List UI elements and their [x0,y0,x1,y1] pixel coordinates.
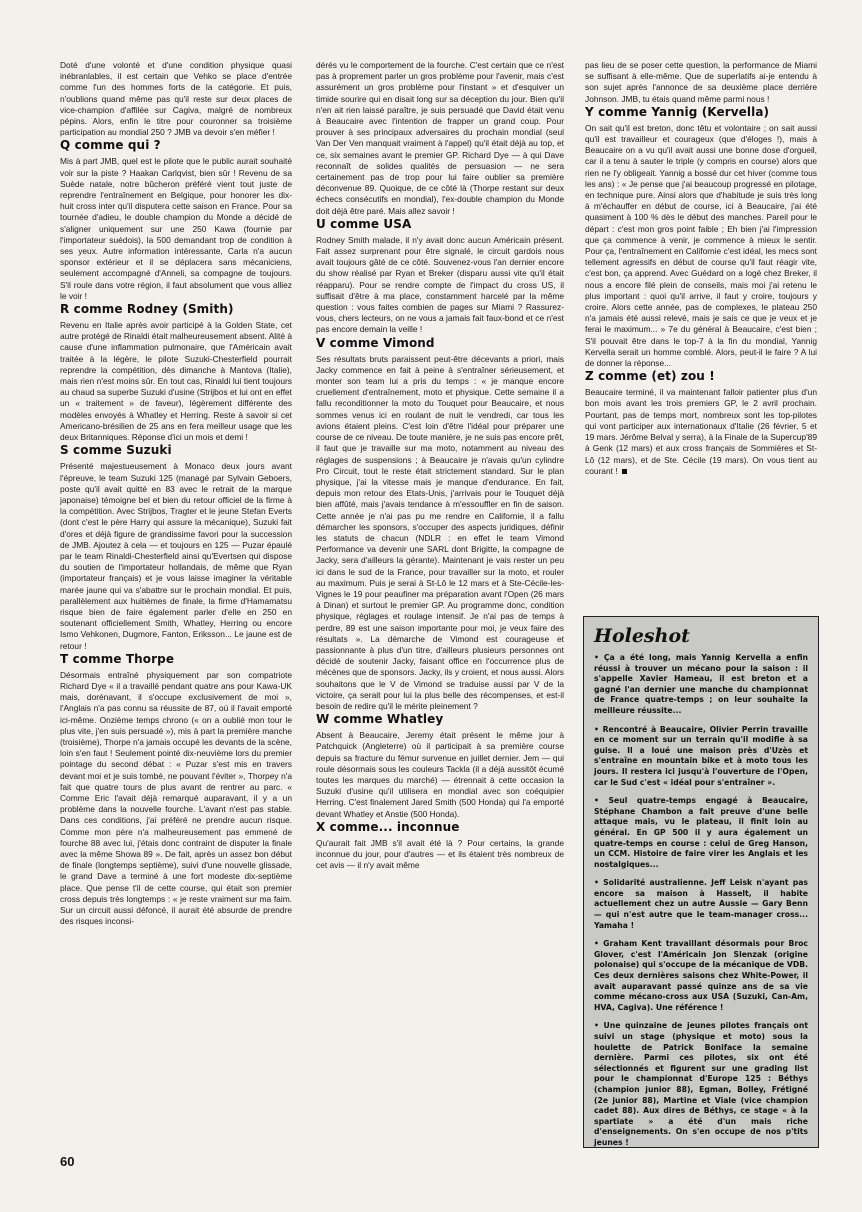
section-text-v: Ses résultats bruts paraissent peut-être décevants a priori, mais Jacky commence en fait à peine à s'entraîner sérieusement, et monter son team lui a pris du temps : « je manque encore cruellement d'entraînement, moto et physique. Cette semaine il a fallu reconditionner la moto du Touquet pour Beaucaire, et nous sommes venus ici en roulant de nuit le vendredi, car tous les avions étaient pleins. C'est loin d'être l'idéal pour préparer une course de ce niveau. De toute manière, je ne suis pas encore prêt, il faut que je travaille sur ma moto, notamment au niveau des réglages de suspensions ; à Beaucaire je n'avais qu'un cylindre Pro Circuit, tout le reste était strictement standard. Sur le plan physique, j'ai la vitesse mais je manque d'endurance. En fait, depuis mon retour des Etats-Unis, j'arrivais pour le Touquet déjà bien affûté, mais j'avais tendance à m'essouffler en fin de saison. Cette année je n'ai pas pu me rendre en Californie, il a fallu démarcher les sponsors, s'occuper des aspects juridiques, définir les statuts de chacun (NDLR : en effet le team Vimond Performance va devenir une SARL dont Brigitte, la compagne de Jacky, sera d'ailleurs la gérante). Maintenant je vais rester un peu ici dans le sud de la France, pour travailler sur la moto, et rouler au maximum. Puis je serai à St-Lô le 12 mars et à Ste-Cécile-les-Vignes le 19 pour peaufiner ma préparation avant l'Open (26 mars à Dinan) et surtout le premier GP. Au programme donc, condition physique, réglages et roulage intensif. Je n'ai pas de temps à perdre, 89 est une saison importante pour moi, je veux faire des résultats ». La démarche de Vimond est courageuse et passionnante à plus d'un titre, d'ailleurs plusieurs personnes ont décidé de soutenir Jacky, faisant office en l'occurrence plus de mécènes que de sponsors. Jacky, ils y croient, et nous aussi. Alors souhaitons que le V de Vimond se traduise aussi par V de la victoire, ça serait pour lui la plus belle des récompenses, et est-il besoin de redire qu'il le mérite pleinement ? [316,353,564,711]
section-text-q: Mis à part JMB, quel est le pilote que le public aurait souhaité voir sur la piste ? Haakan Carlqvist, bien sûr ! Revenu de sa Suède natale, notre bûcheron préféré vient tout juste de reprendre l'entraînement en Belgique, pour honorer les dix-huit cross inter qu'il disputera cette saison en France. Pour sa tournée d'adieu, le double champion du Monde a décidé de s'aligner uniquement sur une 250 Kawa (fournie par l'importateur suédois), la 500 demandant trop de condition à ses yeux. Autre information intéressante, Carla n'a aucun sponsor extérieur et il se déplacera sans mécaniciens, seulement accompagné d'Anneli, sa compagne de toujours. S'il roule dans votre région, il faut absolument que vous alliez le voir ! [60,156,292,301]
holeshot-item: • Graham Kent travaillant désormais pour Broc Glover, c'est l'Américain Jon Slenzak (origine polonaise) qui s'occupe de la mécanique de VDB. Ces deux dernières saisons chez White-Power, il avait auparavant passé quinze ans de sa vie comme mécano-cross aux USA (Suzuki, Can-Am, HVA, Cagiva). Une référence ! [594,939,808,1012]
intro-paragraph: Doté d'une volonté et d'une condition physique quasi inébranlables, il est certain que Vehko se place d'entrée comme l'un des hommes forts de la catégorie. Et puis, n'oublions quand même pas qu'il reste sur deux places de vice-champion d'affilée sur Cagiva, malgré de nombreux pépins. Alors, enfin le titre pour couronner sa troisième participation au mondial 250 ? JMB va devoir s'en méfier ! [60,60,292,138]
section-heading-v: V comme Vimond [316,335,435,350]
section-heading-u: U comme USA [316,216,412,231]
column-1 [60,60,292,927]
section-text-w: Absent à Beaucaire, Jeremy était présent le même jour à Patchquick (Angleterre) où il participait à sa première course depuis sa fracture du fémur survenue en juillet dernier. Jem — qui roule désormais sous les couleurs Tackla (il a déjà aussitôt écumé toutes les marques du marché) — étrennait à cette occasion la Suzuki d'usine qu'il utilisera en mondial avec son coéquipier Herring. C'est finalement Jared Smith (500 Honda) qui l'a emporté devant Whatley et Anstie (500 Honda). [316,730,564,819]
holeshot-box [583,616,819,1148]
end-of-article-square [622,469,627,474]
column-2 [316,60,564,871]
section-text-s: Présenté majestueusement à Monaco deux jours avant l'épreuve, le team Suzuki 125 (managé par Sylvain Geboers, poste qu'il avait quitté en 83 avec le retrait de la marque japonaise) témoigne bel et bien du retour officiel de la firme à la compétition. Avec Strijbos, Tragter et le jeune Stefan Everts (dont c'est le père Harry qui assure la mécanique), Suzuki fait d'ores et déjà figure de grandissime favori pour la succession de JMB. Ajoutez à cela — et toujours en 125 — Puzar épaulé par le team Rinaldi-Chesterfield ainsi qu'Evertsen qui dispose du soutien de l'importateur hollandais, de même que Ryan (importateur français) et je vous laisse imaginer la véritable marée jaune qui va s'abattre sur le prochain mondial. Et puis, parallèlement aux huitièmes de finale, la firme d'Hamamatsu risque bien de faire également parler d'elle en 250 en soutenant officiellement Smith, Whatley, Herring ou encore Ismo Vehkonen, Dugmore, Fanton, Eriksson... Le jaune est de retour ! [60,461,292,651]
holeshot-item: • Une quinzaine de jeunes pilotes français ont suivi un stage (physique et moto) sous la houlette de Patrick Boniface la semaine dernière. Parmi ces pilotes, six ont été sélectionnés et figurent sur une grading list pour le championnat d'Europe 125 : Béthys (champion junior 88), Egman, Bolley, Frétigné (2e junior 88), Martine et Viale (vice champion cadet 88). Aux dires de Béthys, ce stage « à la spartiate » a été d'un mais riche d'enseignements. On s'en occupe de nos p'tits jeunes ! [594,1021,808,1147]
section-heading-t: T comme Thorpe [60,651,175,666]
section-heading-z: Z comme (et) zou ! [585,369,715,384]
holeshot-item: • Ça a été long, mais Yannig Kervella a enfin réussi à trouver un mécano pour la saison : il s'appelle Xavier Hameau, il est breton et a gagné l'an dernier une manche du championnat de France quatre-temps ; on leur souhaite la meilleure réussite... [594,653,808,715]
section-text-z-body: Beaucaire terminé, il va maintenant falloir patienter plus d'un bon mois avant les trois premiers GP, le 2 avril prochain. Pourtant, pas de temps mort, nombreux sont les top-pilotes qui vont participer aux internationaux d'Italie (26 février, 5 et 19 mars. Jérôme Belval y serra), à la Finale de la Supercup'89 à Genk (12 mars) et aux cross français de Sommières et St-Lô (12 mars), et de Ste. Cécile (19 mars). On vous tient au courant ! [585,387,817,476]
section-heading-x: X comme... inconnue [316,819,460,834]
section-heading-r: R comme Rodney (Smith) [60,302,234,317]
section-heading-y: Y comme Yannig (Kervella) [585,104,770,119]
continued-paragraph: dérés vu le comportement de la fourche. C'est certain que ce n'est pas à proprement parler un gros problème pour l'avenir, mais c'est assurément un gros problème pour l'instant » et d'esquiver un timide sourire qui en disait long sur sa déception du jour. Bien qu'il n'en ait rien laissé paraître, je suis persuadé que David était venu à Beaucaire avec l'intention de frapper un grand coup. Pour prouver à ses principaux adversaires du prochain mondial (seul Van Der Ven manquait vraiment à l'appel) qu'il était déjà au top, et ce, six semaines avant le premier GP. Richard Dye — à qui Dave reconnaît de solides qualités de persuasion — ne sera certainement pas de trop pour lui faire oublier sa première déconvenue 89. Quoique, de ce côté là (Thorpe restant sur deux échecs consécutifs en mondial), l'ex-double champion du Monde doit déjà être paré. Mais allez savoir ! [316,60,564,216]
column-3 [585,60,817,477]
holeshot-item: • Rencontré à Beaucaire, Olivier Perrin travaille en ce moment sur un terrain qu'il modifie à sa guise. Il a loué une maison près d'Uzès et s'entraîne en mountain bike et à moto tous les jours. Il restera ici jusqu'à l'ouverture de l'Open, car le Sud c'est « idéal pour s'entraîner ». [594,724,808,787]
section-text-x: Qu'aurait fait JMB s'il avait été là ? Pour certains, la grande inconnue du jour, pour d'autres — et ils étaient très nombreux de cet avis — il n'y avait même [316,837,564,871]
section-heading-w: W comme Whatley [316,712,444,727]
continued-paragraph: pas lieu de se poser cette question, la performance de Miami se suffisant à elle-même. Que de superlatifs ai-je entendu à son sujet après l'annonce de sa deuxième place derrière Johnson. JMB, tu étais quand même parmi nous ! [585,60,817,104]
section-text-u: Rodney Smith malade, il n'y avait donc aucun Américain présent. Fait assez surprenant pour être signalé, le circuit gardois nous avait toujours gâté de ce côté. Souvenez-vous l'an dernier encore du show réalisé par Ryan et Breker (disparu aussi vite qu'il était réapparu). Pour se rendre compte de l'impact du cross US, il suffisait d'être à ma place, constamment harcelé par la même question : vous faites combien de pages sur Miami ? Rassurez-vous, chers lecteurs, on ne vous a jamais fait faux-bond et ce n'est pas encore demain la veille ! [316,234,564,335]
section-text-z [585,387,817,477]
section-text-t: Désormais entraîné physiquement par son compatriote Richard Dye « il a travaillé pendant quatre ans pour Kawa-UK mais, dorénavant, il s'occupe exclusivement de moi », l'Anglais n'a pas connu sa réussite de 87, où il l'avait emporté ici-même. Onzième temps chrono (« on a oublié mon tour le plus vite, j'en suis persuadé »), mis à part la première manche (troisième), Thorpe n'a jamais occupé les devants de la scène, loin s'en faut ! Seulement pointé dix-neuvième lors du premier pointage du second débat : « Puzar s'est mis en travers devant moi et je suis tombé, ne pouvant l'éviter », Thorpey n'a fait que quatre tours de plus avant de rentrer au parc. « Comme Eric l'avait déjà remarqué auparavant, il y a un problème dans la nouvelle fourche. L'avant n'est pas stable. Dans ces conditions, j'ai préféré ne prendre aucun risque. Comme mon père n'a malheureusement pas emmené de fourche 88 avec lui, j'étais donc contraint de disputer la finale avec la même Showa 89 ». De fait, après un assez bon début de finale (longtemps septième), suivi d'une nouvelle glissade, le grand Dave a terminé à une fort modeste dix-septième place. Que pense t'il de cette course, qui était son premier cross depuis très longtemps : « je reste vraiment sur ma faim. Sur un circuit aussi défoncé, il aurait été absurde de prendre des risques inconsi- [60,669,292,927]
section-heading-q: Q comme qui ? [60,138,161,153]
holeshot-item: • Seul quatre-temps engagé à Beaucaire, Stéphane Chambon a fait preuve d'une belle attaque mais, vu le plateau, il finit loin au général. En GP 500 il y aura également un quatre-temps en course : celui de Greg Hanson, un CCM. Histoire de faire virer les Anglais et les nostalgiques... [594,796,808,869]
section-heading-s: S comme Suzuki [60,443,172,458]
section-text-y: On sait qu'il est breton, donc têtu et volontaire ; on sait aussi qu'il est travailleur et courageux (que d'éloges !), mais à Beaucaire on a vu qu'il avait aussi une bonne dose d'orgueil, car il a tenu à sauter le triple (y compris en course) alors que rien ne l'y obligeait. Yannig a bossé dur cet hiver (comme tous les ans) : « Je pense que j'ai beaucoup progressé en pilotage, en technique pure. Ainsi alors que d'habitude je suis très long à m'échauffer en début de course, ici à Beaucaire, j'ai été quasiment à 100 % dès le début des manches. Pareil pour le départ : c'est mon gros point faible ; Eh bien j'ai l'impression que ça commence à venir, je commence à mieux le sentir. Pour ça, l'entraînement en Californie c'est idéal, les mecs sont tellement agressifs en début de course qu'il faut réagir vite, c'est bon, ça apprend. Avec Guédard on a logé chez Breker, il nous a encore filé plein de conseils, mais moi j'ai retenu le plus important : quoi qu'il arrive, il faut y croire, toujours y croire. Alors cette année, pas de complexes, le plateau 250 n'a jamais été aussi relevé, mais je sais ce que je veux et je ferai le maximum... » 7e du général à Beaucaire, c'est bien ; S'il pouvait être dans le top-7 à la fin du mondial, Yannig Kervella serait un homme comblé. Alors, peut-il le faire ? A lui de donner la réponse... [585,122,817,369]
page-number: 60 [60,1154,75,1169]
section-text-r: Revenu en Italie après avoir participé à la Golden State, cet autre protégé de Rinaldi était malheureusement absent. Alité à cause d'une inflammation pulmonaire, que l'Américain avait traitée à la légère, le pilote Suzuki-Chesterfield pourrait reprendre la compétition, dès dimanche à Mantova (Italie), mais rien n'est moins sûr. En tout cas, Rinaldi lui tient toujours au chaud sa superbe Suzuki d'usine (Strijbos et lui ont en effet un « traitement » de faveur), légèrement différente des modèles envoyés à Whatley et Herring. Reste à savoir si cet Americano-brésilien de 25 ans en fera meilleur usage que les deux Britanniques. Réponse d'ici un mois et demi ! [60,320,292,443]
holeshot-title: Holeshot [594,625,690,647]
holeshot-item: • Solidarité australienne. Jeff Leisk n'ayant pas encore sa maison à Hasselt, il habite actuellement chez un autre Aussie — Gary Benn — qui n'est autre que le team-manager cross... Yamaha ! [594,878,808,930]
